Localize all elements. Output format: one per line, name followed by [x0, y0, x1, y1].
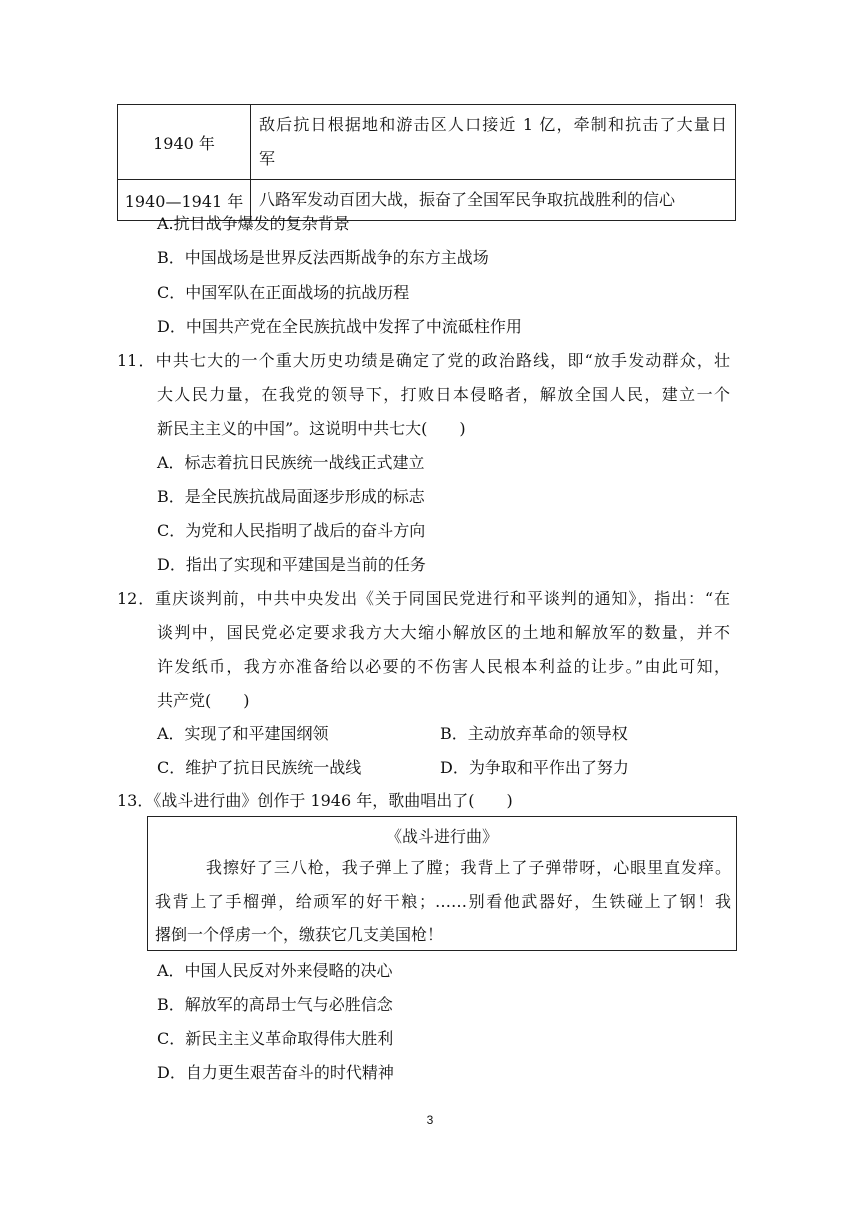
q12-stem-line: 共产党( ) — [157, 691, 250, 710]
event-text-line: 军 — [259, 149, 276, 168]
q10-option-d[interactable]: D．中国共产党在全民族抗战中发挥了中流砥柱作用 — [157, 317, 522, 336]
q13-option-b[interactable]: B．解放军的高昂士气与必胜信念 — [157, 995, 393, 1014]
table-cell-year: 1940—1941 年 — [118, 180, 251, 221]
q11-option-c[interactable]: C．为党和人民指明了战后的奋斗方向 — [157, 521, 426, 540]
song-lyric-line: 撂倒一个俘虏一个，缴获它几支美国枪！ — [155, 925, 444, 944]
q11-option-d[interactable]: D．指出了实现和平建国是当前的任务 — [157, 555, 426, 574]
song-lyric-line: 我擦好了三八枪，我子弹上了膛；我背上了子弹带呀，心眼里直发痒。 — [206, 858, 731, 877]
q12-stem-line: 许发纸币，我方亦准备给以必要的不伤害人民根本利益的让步。”由此可知， — [157, 657, 730, 676]
song-title: 《战斗进行曲》 — [385, 827, 498, 846]
q12-option-c[interactable]: C．维护了抗日民族统一战线 — [157, 758, 362, 777]
q11-option-a[interactable]: A．标志着抗日民族统一战线正式建立 — [157, 453, 425, 472]
history-events-table — [117, 104, 736, 221]
q13-stem-line: 13．《战斗进行曲》创作于 1946 年，歌曲唱出了( ) — [117, 791, 513, 810]
q12-stem-line: 谈判中，国民党必定要求我方大大缩小解放区的土地和解放军的数量，并不 — [157, 623, 730, 642]
table-cell-event — [251, 105, 736, 180]
q11-option-b[interactable]: B．是全民族抗战局面逐步形成的标志 — [157, 487, 425, 506]
q12-option-d[interactable]: D．为争取和平作出了努力 — [440, 758, 629, 777]
song-lyric-line: 我背上了手榴弹，给顽军的好干粮；……别看他武器好，生铁碰上了钢！我 — [155, 892, 731, 911]
q13-option-d[interactable]: D．自力更生艰苦奋斗的时代精神 — [157, 1063, 394, 1082]
song-lyrics-box — [147, 816, 737, 951]
q12-option-b[interactable]: B．主动放弃革命的领导权 — [440, 724, 628, 743]
q10-option-a[interactable]: A.抗日战争爆发的复杂背景 — [157, 214, 350, 233]
q13-option-c[interactable]: C．新民主主义革命取得伟大胜利 — [157, 1029, 394, 1048]
q13-option-a[interactable]: A．中国人民反对外来侵略的决心 — [157, 961, 393, 980]
q10-option-c[interactable]: C．中国军队在正面战场的抗战历程 — [157, 283, 410, 302]
table-cell-event: 八路军发动百团大战，振奋了全国军民争取抗战胜利的信心 — [251, 180, 736, 221]
page-number: 3 — [426, 1113, 434, 1127]
q11-stem-line: 11．中共七大的一个重大历史功绩是确定了党的政治路线，即“放手发动群众，壮 — [117, 351, 730, 370]
q10-option-b[interactable]: B．中国战场是世界反法西斯战争的东方主战场 — [157, 248, 489, 267]
table-cell-year: 1940 年 — [118, 105, 251, 180]
q12-stem-line: 12．重庆谈判前，中共中央发出《关于同国民党进行和平谈判的通知》，指出：“在 — [117, 589, 730, 608]
q12-option-a[interactable]: A．实现了和平建国纲领 — [157, 724, 329, 743]
event-text-line: 敌后抗日根据地和游击区人口接近 1 亿，牵制和抗击了大量日 — [259, 115, 727, 134]
q11-stem-line: 大人民力量，在我党的领导下，打败日本侵略者，解放全国人民，建立一个 — [157, 385, 730, 404]
q11-stem-line: 新民主主义的中国”。这说明中共七大( ) — [157, 419, 466, 438]
table-row — [118, 105, 736, 180]
